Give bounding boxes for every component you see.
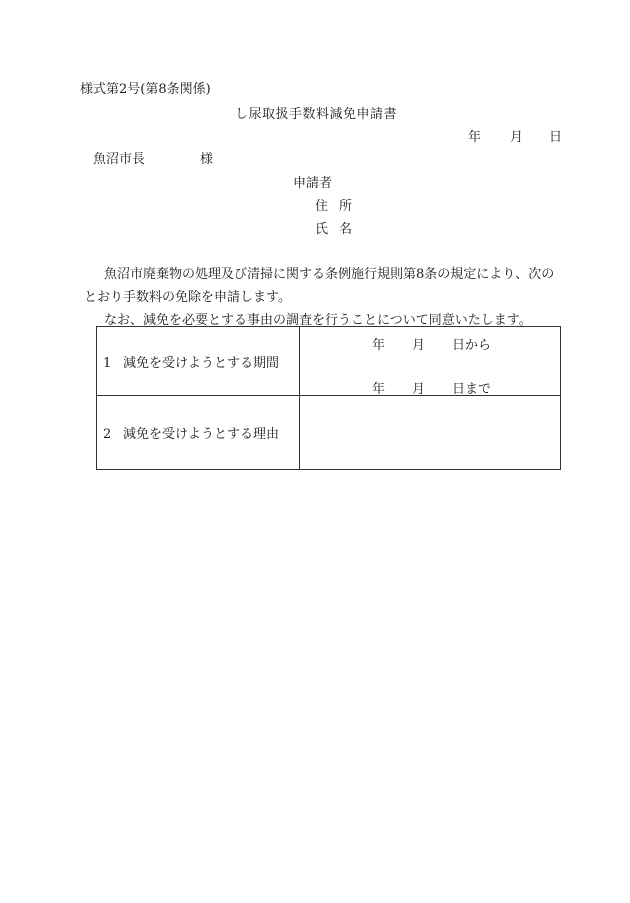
period-label-cell xyxy=(97,327,300,396)
period-to-year: 年 xyxy=(372,382,386,397)
row-number: 2 xyxy=(103,427,112,442)
reason-input-cell[interactable] xyxy=(300,396,561,470)
form-number: 様式第2号(第8条関係) xyxy=(80,82,211,97)
period-to-day: 日まで xyxy=(452,382,492,397)
table-row-reason xyxy=(97,396,561,470)
reason-label: 減免を受けようとする理由 xyxy=(123,427,280,442)
date-month-label: 月 xyxy=(510,130,524,145)
period-from-day: 日から xyxy=(452,338,492,353)
row-number: 1 xyxy=(103,355,112,371)
period-input-cell[interactable] xyxy=(300,327,561,396)
period-to-month: 月 xyxy=(412,382,426,397)
period-from-month: 月 xyxy=(412,338,426,353)
body-paragraph-1-line-2: とおり手数料の免除を申請します。 xyxy=(84,290,291,305)
address-label: 住所 xyxy=(315,199,364,214)
body-paragraph-2: なお、減免を必要とする事由の調査を行うことについて同意いたします。 xyxy=(104,313,532,328)
period-label: 減免を受けようとする期間 xyxy=(123,355,280,371)
name-label: 氏名 xyxy=(315,222,364,237)
addressee-honorific: 様 xyxy=(200,152,214,167)
date-year-label: 年 xyxy=(468,130,482,145)
document-title: し尿取扱手数料減免申請書 xyxy=(235,107,398,122)
applicant-label: 申請者 xyxy=(293,176,333,191)
application-table xyxy=(96,326,561,470)
body-text xyxy=(84,263,564,332)
period-from xyxy=(372,334,491,353)
body-paragraph-1-line-1: 魚沼市廃棄物の処理及び清掃に関する条例施行規則第8条の規定により、次の xyxy=(104,267,555,282)
addressee: 魚沼市長 xyxy=(93,152,146,167)
period-to xyxy=(372,378,491,397)
reason-label-cell xyxy=(97,396,300,470)
period-from-year: 年 xyxy=(372,338,386,353)
date-day-label: 日 xyxy=(549,130,563,145)
table-row-period xyxy=(97,327,561,396)
